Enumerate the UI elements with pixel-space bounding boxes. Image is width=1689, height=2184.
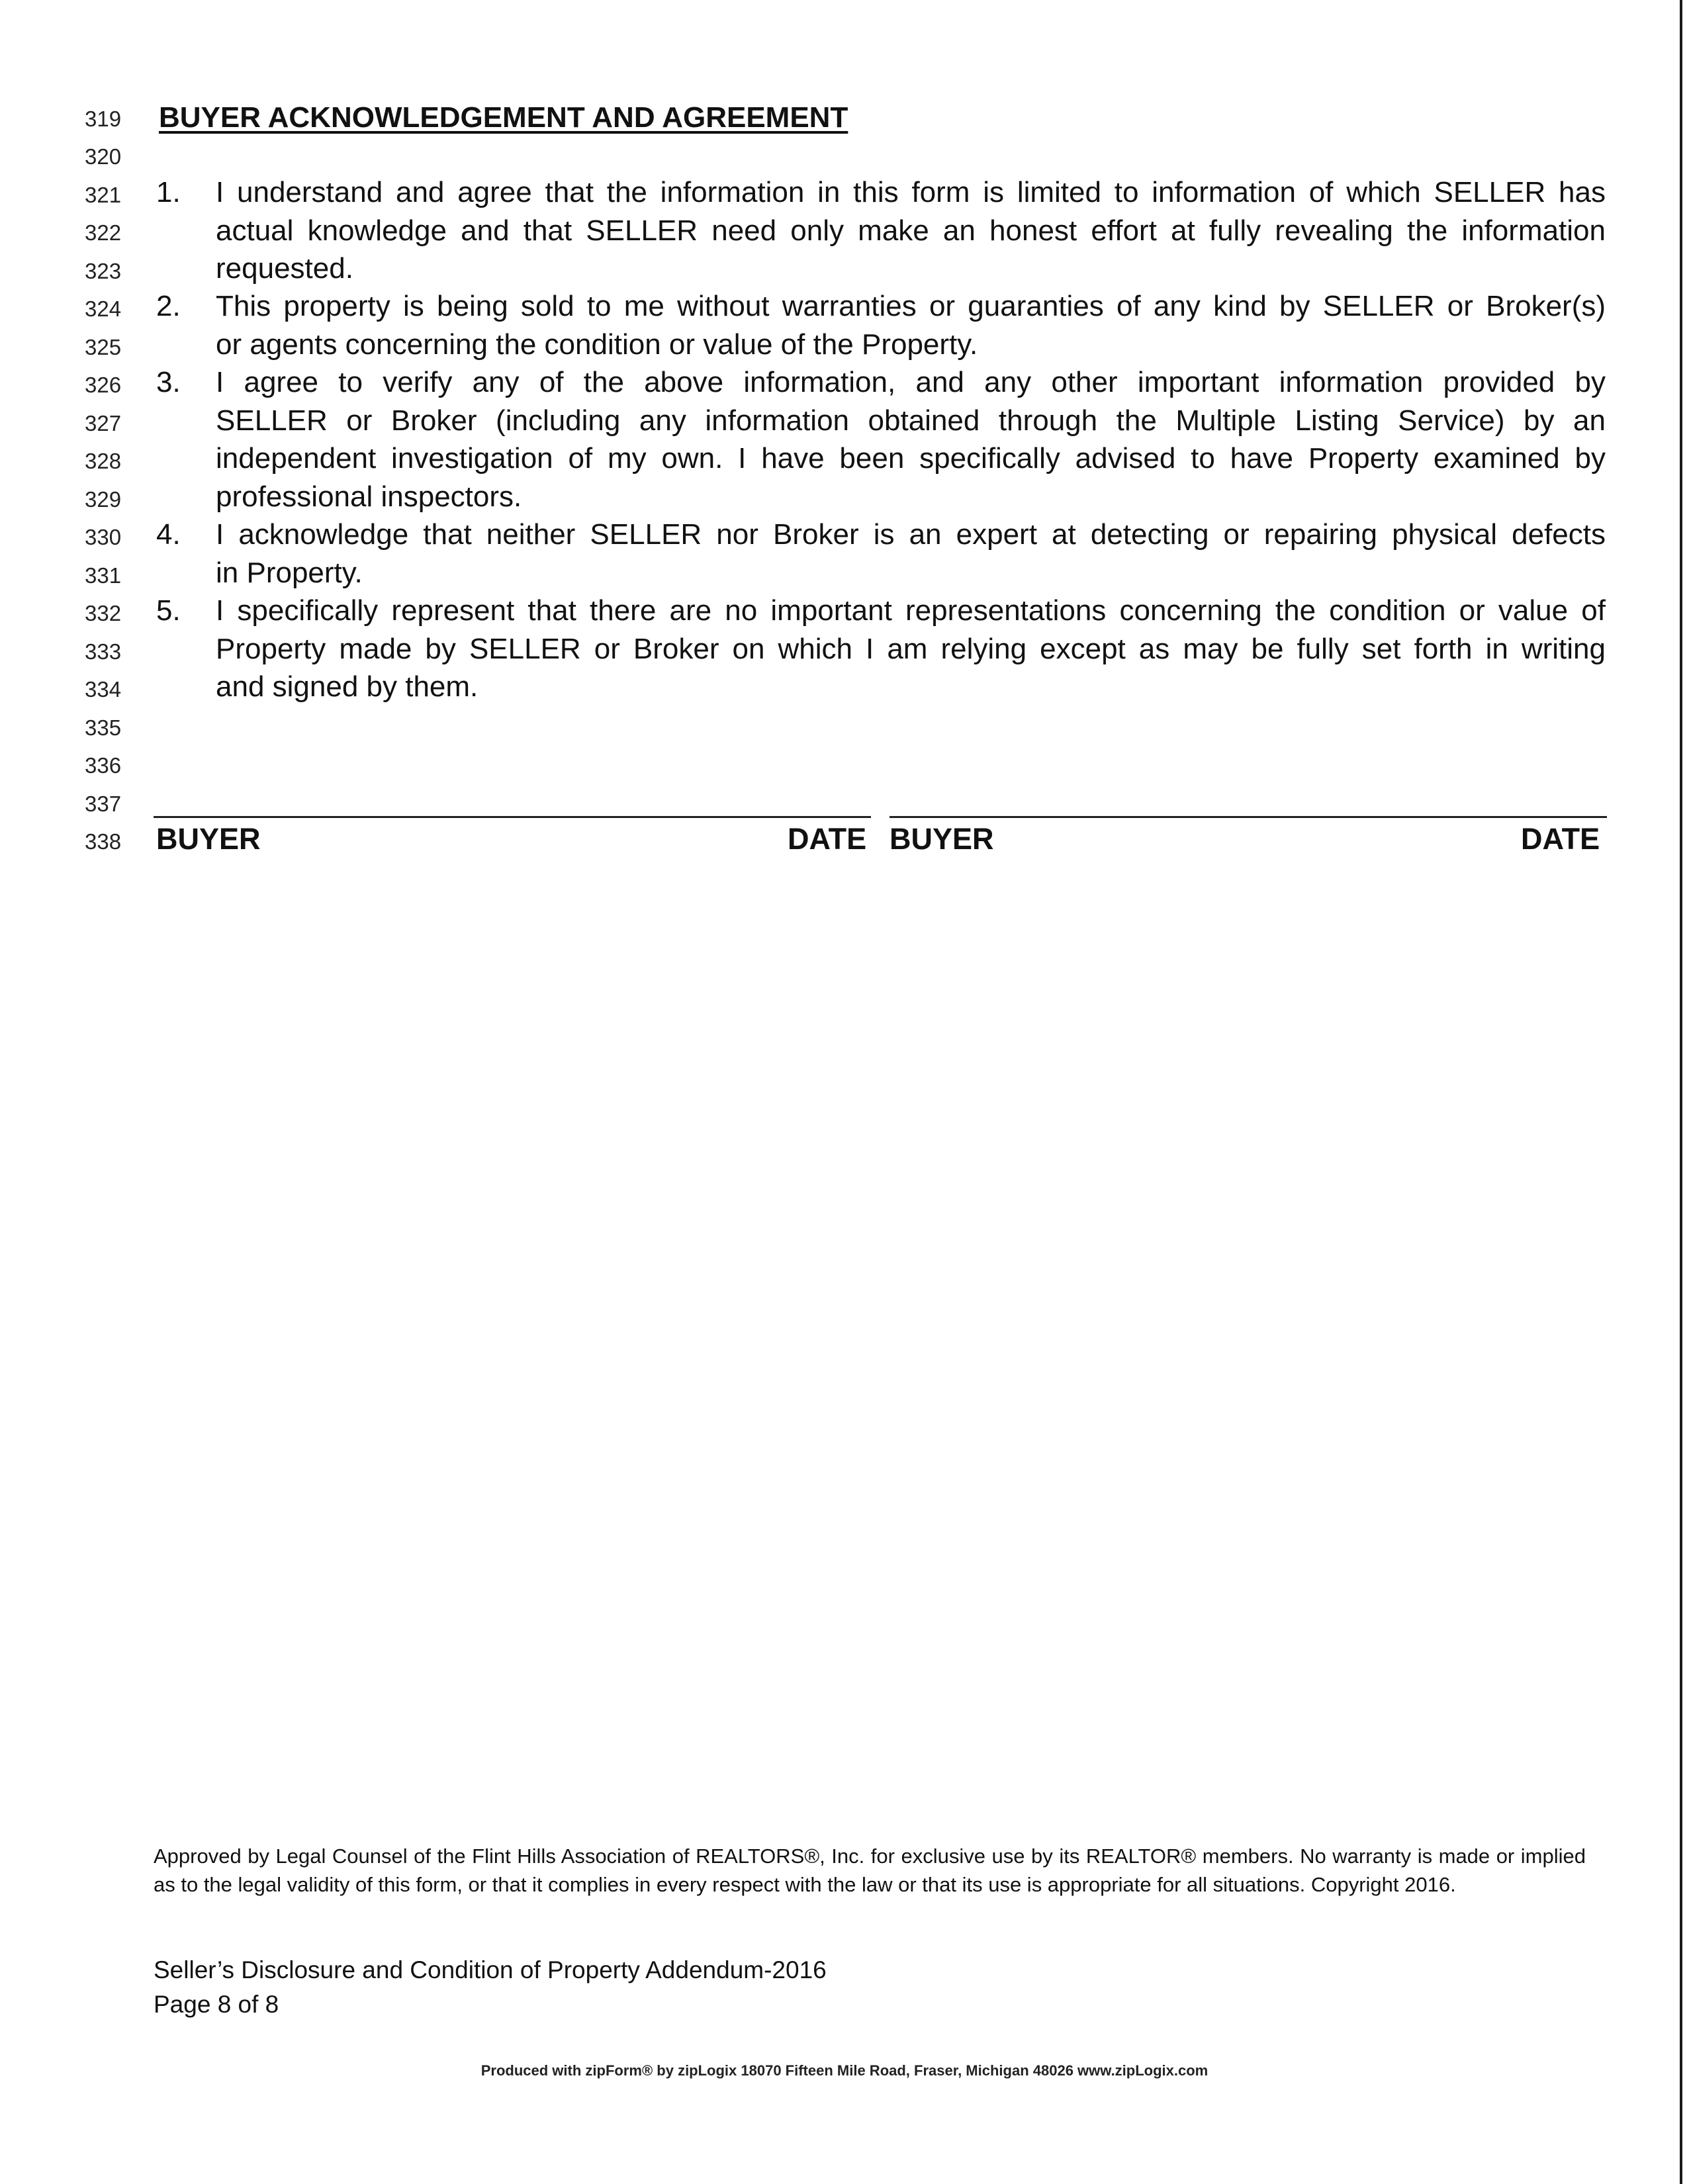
buyer-label-right: BUYER xyxy=(890,822,994,856)
item-line: This property is being sold to me without warranties or guaranties of any kind by SELLER or Broker(s) xyxy=(216,290,1606,322)
line-number: 336 xyxy=(85,753,122,778)
list-item xyxy=(216,173,1606,288)
item-line: professional inspectors. xyxy=(216,480,522,513)
item-number: 4. xyxy=(156,518,181,551)
line-number: 327 xyxy=(85,411,122,435)
line-number: 330 xyxy=(85,525,122,549)
line-number: 338 xyxy=(85,829,122,854)
buyer-signature-line-left[interactable] xyxy=(154,816,871,818)
date-label-left: DATE xyxy=(788,822,867,856)
item-line: or agents concerning the condition or value of the Property. xyxy=(216,328,978,361)
list-item xyxy=(216,516,1606,592)
item-line: I agree to verify any of the above information, and any other important information provided by xyxy=(216,366,1606,398)
buyer-signature-line-right[interactable] xyxy=(890,816,1607,818)
line-number: 322 xyxy=(85,220,122,245)
item-line: I specifically represent that there are no important representations concerning the condition or value of xyxy=(216,594,1606,627)
item-line: Property made by SELLER or Broker on which I am relying except as may be fully set forth in writing xyxy=(216,632,1606,665)
line-number: 333 xyxy=(85,639,122,664)
line-number: 326 xyxy=(85,373,122,397)
line-number: 324 xyxy=(85,296,122,321)
item-line: SELLER or Broker (including any information obtained through the Multiple Listing Service) by an xyxy=(216,404,1606,437)
item-number: 1. xyxy=(156,176,181,208)
page-edge-border xyxy=(1680,0,1682,2184)
line-number: 319 xyxy=(85,107,122,131)
line-number: 325 xyxy=(85,335,122,359)
approval-notice: Approved by Legal Counsel of the Flint Hills Association of REALTORS®, Inc. for exclusive use by its REALTOR® members. No warranty is made or implied as to the legal validity of this form, or that it complies in every respect with the law or that its use is appropriate for all situations. Copyright 2016. xyxy=(154,1844,1586,1896)
item-line: and signed by them. xyxy=(216,670,479,703)
item-line: I understand and agree that the information in this form is limited to information of which SELLER has xyxy=(216,176,1606,208)
producer-credit: Produced with zipForm® by zipLogix 18070 Fifteen Mile Road, Fraser, Michigan 48026 www.zipLogix.com xyxy=(480,2062,1209,2079)
line-number: 331 xyxy=(85,563,122,588)
form-name: Seller’s Disclosure and Condition of Property Addendum-2016 xyxy=(154,1956,827,1983)
item-number: 3. xyxy=(156,366,181,398)
list-item xyxy=(216,363,1606,516)
item-number: 2. xyxy=(156,290,181,322)
item-line: independent investigation of my own. I have been specifically advised to have Property examined by xyxy=(216,442,1606,475)
list-item xyxy=(216,287,1606,363)
line-number: 323 xyxy=(85,259,122,283)
page-number: Page 8 of 8 xyxy=(154,1991,279,2018)
section-heading: BUYER ACKNOWLEDGEMENT AND AGREEMENT xyxy=(159,101,848,134)
item-line: I acknowledge that neither SELLER nor Broker is an expert at detecting or repairing physical defects xyxy=(216,518,1606,551)
item-number: 5. xyxy=(156,594,181,627)
buyer-label-left: BUYER xyxy=(156,822,261,856)
line-number: 334 xyxy=(85,677,122,702)
line-number: 320 xyxy=(85,144,122,169)
line-number: 321 xyxy=(85,183,122,207)
item-line: requested. xyxy=(216,252,353,285)
line-number: 332 xyxy=(85,601,122,625)
line-number: 335 xyxy=(85,715,122,740)
item-line: actual knowledge and that SELLER need only make an honest effort at fully revealing the information xyxy=(216,214,1606,247)
date-label-right: DATE xyxy=(1521,822,1600,856)
line-number: 337 xyxy=(85,792,122,816)
line-number: 329 xyxy=(85,487,122,512)
list-item xyxy=(216,592,1606,706)
line-number: 328 xyxy=(85,449,122,473)
item-line: in Property. xyxy=(216,556,363,589)
